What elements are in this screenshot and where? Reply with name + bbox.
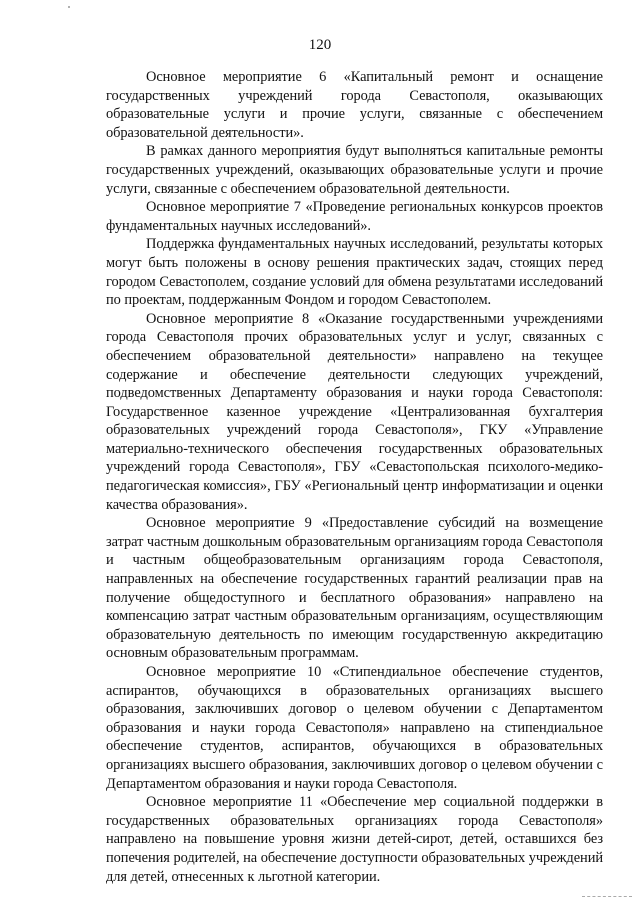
- paragraph-measure-9: Основное мероприятие 9 «Предоставление субсидий на возмещение затрат частным дошкольным образовательным организациям города Севастополя и частным общеобразовательным организациям города Севастополя, направленных на обеспечение государственных гарантий реализации прав на получение общедоступного и бесплатного образования» направлено на компенсацию затрат частным образовательным организациям, осуществляющим образовательную деятельность по имеющим государственную аккредитацию основным образовательным программам.: [106, 515, 603, 662]
- document-body: [106, 68, 603, 886]
- page-number: 120: [308, 37, 332, 53]
- paragraph-measure-7: Основное мероприятие 7 «Проведение региональных конкурсов проектов фундаментальных научных исследований».: [106, 199, 603, 234]
- scan-artifact-line: [582, 896, 632, 898]
- paragraph-measure-10: Основное мероприятие 10 «Стипендиальное обеспечение студентов, аспирантов, обучающихся в образовательных организациях высшего образования, заключивших договор о целевом обучении с Департаментом образования и науки города Севастополя» направлено на стипендиальное обеспечение студентов, аспирантов, обучающихся в образовательных организациях высшего образования, заключивших договор о целевом обучении с Департаментом образования и науки города Севастополя.: [106, 664, 603, 792]
- paragraph-measure-7-description: Поддержка фундаментальных научных исследований, результаты которых могут быть положены в основу решения практических задач, стоящих перед городом Севастополем, создание условий для обмена результатами исследований по проектам, поддержанным Фондом и городом Севастополем.: [106, 236, 603, 309]
- paragraph-measure-6: Основное мероприятие 6 «Капитальный ремонт и оснащение государственных учреждений города Севастополя, оказывающих образовательные услуги и прочие услуги, связанные с обеспечением образовательной деятельности».: [106, 69, 603, 141]
- paragraph-measure-8: Основное мероприятие 8 «Оказание государственными учреждениями города Севастополя прочих образовательных услуг и услуг, связанных с обеспечением образовательной деятельности» направлено на текущее содержание и обеспечение деятельности следующих учреждений, подведомственных Департаменту образования и науки города Севастополя: Государственное казенное учреждение «Централизованная бухгалтерия образовательных учреждений города Севастополя», ГКУ «Управление материально-технического обеспечения государственных образовательных учреждений города Севастополя», ГБУ «Севастопольская психолого-медико-педагогическая комиссия», ГБУ «Региональный центр информатизации и оценки качества образования».: [106, 310, 603, 513]
- paragraph-measure-11: Основное мероприятие 11 «Обеспечение мер социальной поддержки в государственных образовательных организациях города Севастополя» направлено на повышение уровня жизни детей-сирот, детей, оставшихся без попечения родителей, на обеспечение доступности образовательных учреждений для детей, отнесенных к льготной категории.: [106, 794, 603, 885]
- paragraph-measure-6-description: В рамках данного мероприятия будут выполняться капитальные ремонты государственных учреждений, оказывающих образовательные услуги и прочие услуги, связанные с обеспечением образовательной деятельности.: [106, 143, 603, 197]
- scan-artifact-dot: [68, 6, 70, 8]
